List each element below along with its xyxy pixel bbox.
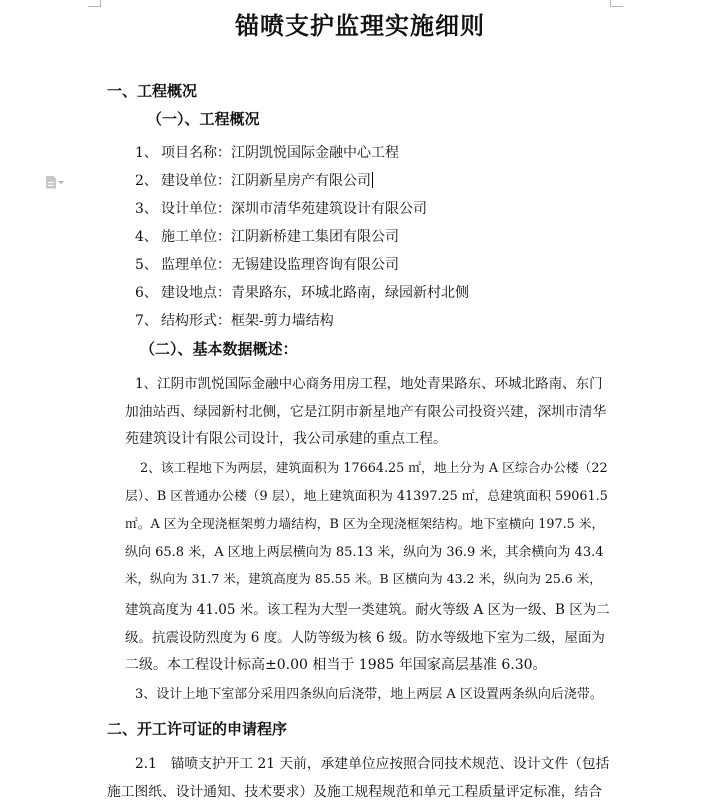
list-item-number: 2、 [135,173,158,189]
list-item-text[interactable]: 建设单位：江阴新星房产有限公司 [161,173,371,189]
list-item-number: 7、 [135,313,158,329]
list-item-number: 5、 [135,257,158,273]
paragraph-line: 级。抗震设防烈度为 6 度。人防等级为核 6 级。防水等级地下室为二级，屋面为 [125,630,605,646]
paragraph-line: 3、设计上地下室部分采用四条纵向后浇带，地上两层 A 区设置两条纵向后浇带。 [135,687,603,702]
paragraph-line: 苑建筑设计有限公司设计，我公司承建的重点工程。 [125,431,447,447]
list-item [135,198,427,218]
list-item-text: 施工单位：江阴新桥建工集团有限公司 [161,229,399,245]
paragraph-line: 施工图纸、设计通知、技术要求）及施工规程规范和单元工程质量评定标准，结合 [107,784,603,800]
paragraph-line: ㎡。A 区为全现浇框架剪力墙结构，B 区为全现浇框架结构。地下室横向 197.5 米， [125,517,605,532]
paragraph-line: 米，纵向为 31.7 米，建筑高度为 85.55 米。B 区横向为 43.2 米，纵向为 25.6 米， [125,571,602,586]
section1-sub1-heading: （一）、工程概况 [147,110,260,128]
list-item [135,170,373,190]
paragraph-line: 1、江阴市凯悦国际金融中心商务用房工程，地处青果路东、环城北路南、东门 [135,376,603,392]
list-item-text: 项目名称：江阴凯悦国际金融中心工程 [161,145,399,161]
document-options-icon[interactable] [46,175,74,189]
list-item-text: 结构形式：框架-剪力墙结构 [161,313,334,329]
list-item-number: 1、 [135,145,158,161]
list-item-text: 设计单位：深圳市清华苑建筑设计有限公司 [161,201,427,217]
paragraph-line: 2.1 锚喷支护开工 21 天前，承建单位应按照合同技术规范、设计文件（包括 [135,756,610,772]
section1-heading: 一、工程概况 [107,82,198,100]
list-item [135,310,334,330]
list-item-number: 3、 [135,201,158,217]
list-item-text: 建设地点：青果路东，环城北路南，绿园新村北侧 [161,285,469,301]
section1-sub2-heading: （二）、基本数据概述： [140,340,298,358]
paragraph-line: 纵向 65.8 米，A 区地上两层横向为 85.13 米，纵向为 36.9 米，其余横向为 43.4 [125,545,604,560]
list-item [135,226,399,246]
document-title: 锚喷支护监理实施细则 [235,11,485,40]
page-sheet-icon [46,176,56,189]
section2-heading: 二、开工许可证的申请程序 [107,720,288,738]
paragraph-line: 层）、B 区普通办公楼（9 层），地上建筑面积为 41397.25 ㎡，总建筑面积 59061.5 [125,489,608,504]
list-item [135,254,399,274]
text-cursor [372,172,373,188]
paragraph-line: 建筑高度为 41.05 米。该工程为大型一类建筑。耐火等级 A 区为一级、B 区为二 [125,602,610,618]
list-item-number: 4、 [135,229,158,245]
paragraph-line: 加油站西、绿园新村北侧，它是江阴市新星地产有限公司投资兴建，深圳市清华 [125,404,607,420]
paragraph-line: 二级。本工程设计标高±0.00 相当于 1985 年国家高层基准 6.30。 [125,657,547,673]
list-item [135,282,469,302]
paragraph-line: 2、该工程地下为两层，建筑面积为 17664.25 ㎡，地上分为 A 区综合办公楼（22 [140,461,608,476]
list-item-text: 监理单位：无锡建设监理咨询有限公司 [161,257,399,273]
list-item [135,142,399,162]
list-item-number: 6、 [135,285,158,301]
chevron-down-icon [58,181,64,184]
